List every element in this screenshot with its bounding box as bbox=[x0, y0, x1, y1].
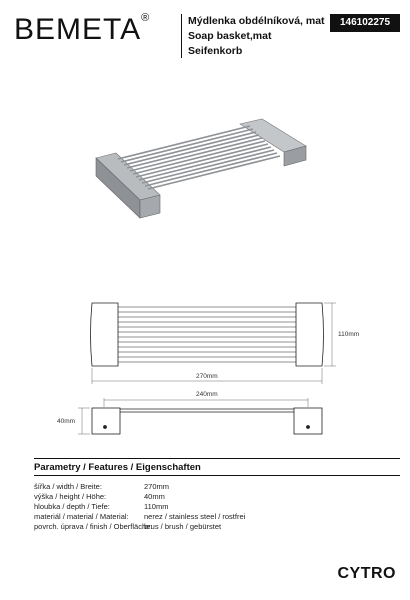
spec-key: povrch. úprava / finish / Oberfläche: bbox=[34, 522, 153, 531]
product-name-en: Soap basket,mat bbox=[188, 30, 272, 42]
top-view bbox=[91, 303, 337, 384]
height-dimension-label: 40mm bbox=[57, 418, 76, 425]
product-name-cz: Mýdlenka obdélníková, mat bbox=[188, 15, 325, 27]
product-code: 146102275 bbox=[330, 14, 400, 32]
depth-dimension-label: 110mm bbox=[338, 331, 360, 338]
side-view bbox=[78, 398, 322, 434]
features-divider-bottom bbox=[34, 475, 400, 476]
spec-value: 40mm bbox=[144, 492, 165, 501]
spec-key: výška / height / Höhe: bbox=[34, 492, 107, 501]
spec-key: hloubka / depth / Tiefe: bbox=[34, 502, 110, 511]
spec-value: 110mm bbox=[144, 502, 169, 511]
spec-value: nerez / stainless steel / rostfrei bbox=[144, 512, 246, 521]
features-divider-top bbox=[34, 458, 400, 459]
inner-dimension-label: 240mm bbox=[196, 391, 218, 398]
spec-value: 270mm bbox=[144, 482, 170, 491]
width-dimension-label: 270mm bbox=[196, 373, 218, 380]
registered-mark: ® bbox=[141, 12, 150, 24]
logo-text: BEMETA bbox=[14, 13, 142, 46]
spec-value: brus / brush / gebürstet bbox=[144, 522, 222, 531]
spec-key: materiál / material / Material: bbox=[34, 512, 129, 521]
features-title: Parametry / Features / Eigenschaften bbox=[34, 462, 201, 473]
product-photo bbox=[96, 119, 306, 218]
product-name-de: Seifenkorb bbox=[188, 45, 243, 57]
series-name: CYTRO bbox=[337, 565, 396, 582]
spec-key: šířka / width / Breite: bbox=[34, 482, 102, 491]
